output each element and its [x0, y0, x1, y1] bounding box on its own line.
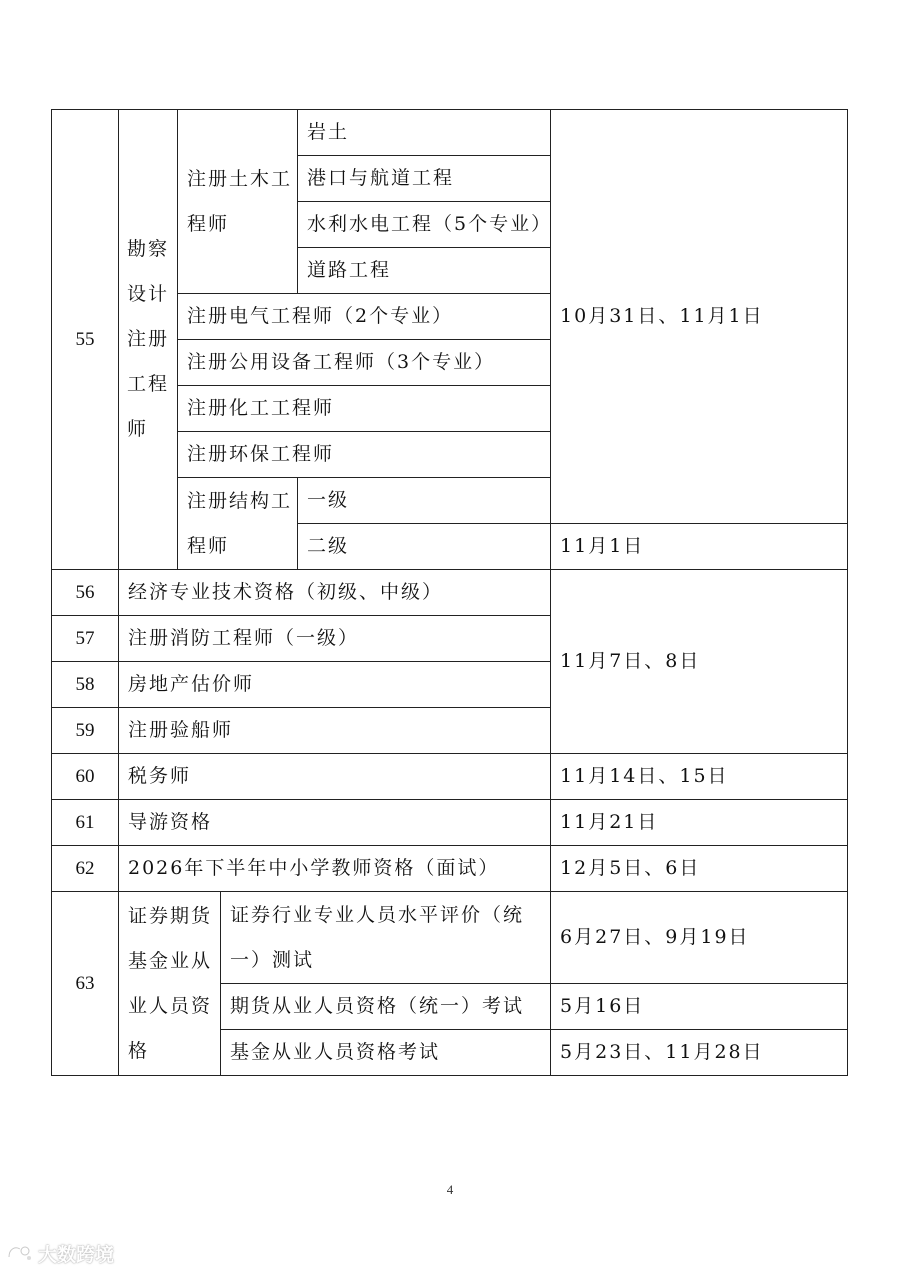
table-row: [52, 892, 848, 984]
date-cell: 12月5日、6日: [551, 846, 848, 892]
exam-name-cell: 注册验船师: [119, 708, 551, 754]
row-number: 55: [52, 110, 119, 570]
row-number: 62: [52, 846, 119, 892]
exam-name-cell: 2026年下半年中小学教师资格（面试）: [119, 846, 551, 892]
exam-name-cell: 注册电气工程师（2个专业）: [178, 294, 551, 340]
exam-group-cell: 注册土木工程师: [178, 110, 298, 294]
category-cell: 证券期货基金业从业人员资格: [119, 892, 221, 1076]
row-number: 60: [52, 754, 119, 800]
watermark: [6, 1240, 114, 1266]
page-number: 4: [446, 1182, 454, 1197]
exam-name-cell: 基金从业人员资格考试: [221, 1030, 551, 1076]
row-number: 63: [52, 892, 119, 1076]
date-cell: 5月16日: [551, 984, 848, 1030]
date-cell: 6月27日、9月19日: [551, 892, 848, 984]
specialty-cell: 水利水电工程（5个专业）: [298, 202, 551, 248]
exam-name-cell: 注册消防工程师（一级）: [119, 616, 551, 662]
brand-logo-icon: [6, 1243, 34, 1263]
exam-group-cell: 注册结构工程师: [178, 478, 298, 570]
exam-name-cell: 导游资格: [119, 800, 551, 846]
level-cell: 二级: [298, 524, 551, 570]
category-cell: 勘察设计注册工程师: [119, 110, 178, 570]
date-cell: 11月1日: [551, 524, 848, 570]
exam-name-cell: 注册化工工程师: [178, 386, 551, 432]
exam-name-cell: 期货从业人员资格（统一）考试: [221, 984, 551, 1030]
watermark-text: 大数跨境: [38, 1243, 115, 1266]
level-cell: 一级: [298, 478, 551, 524]
date-cell: 11月14日、15日: [551, 754, 848, 800]
table-row: [52, 846, 848, 892]
row-number: 58: [52, 662, 119, 708]
exam-name-cell: 税务师: [119, 754, 551, 800]
specialty-cell: 岩土: [298, 110, 551, 156]
table-row: [52, 570, 848, 616]
date-cell: 10月31日、11月1日: [551, 110, 848, 524]
exam-name-cell: 房地产估价师: [119, 662, 551, 708]
row-number: 57: [52, 616, 119, 662]
specialty-cell: 道路工程: [298, 248, 551, 294]
row-number: 56: [52, 570, 119, 616]
table-row: [52, 800, 848, 846]
specialty-cell: 港口与航道工程: [298, 156, 551, 202]
table-row: [52, 754, 848, 800]
exam-name-cell: 注册公用设备工程师（3个专业）: [178, 340, 551, 386]
exam-name-cell: 注册环保工程师: [178, 432, 551, 478]
date-cell: 11月21日: [551, 800, 848, 846]
exam-schedule-table: [51, 109, 848, 1076]
date-cell: 5月23日、11月28日: [551, 1030, 848, 1076]
row-number: 59: [52, 708, 119, 754]
row-number: 61: [52, 800, 119, 846]
exam-name-cell: 经济专业技术资格（初级、中级）: [119, 570, 551, 616]
exam-name-cell: 证券行业专业人员水平评价（统一）测试: [221, 892, 551, 984]
date-cell: 11月7日、8日: [551, 570, 848, 754]
table-row: [52, 110, 848, 156]
